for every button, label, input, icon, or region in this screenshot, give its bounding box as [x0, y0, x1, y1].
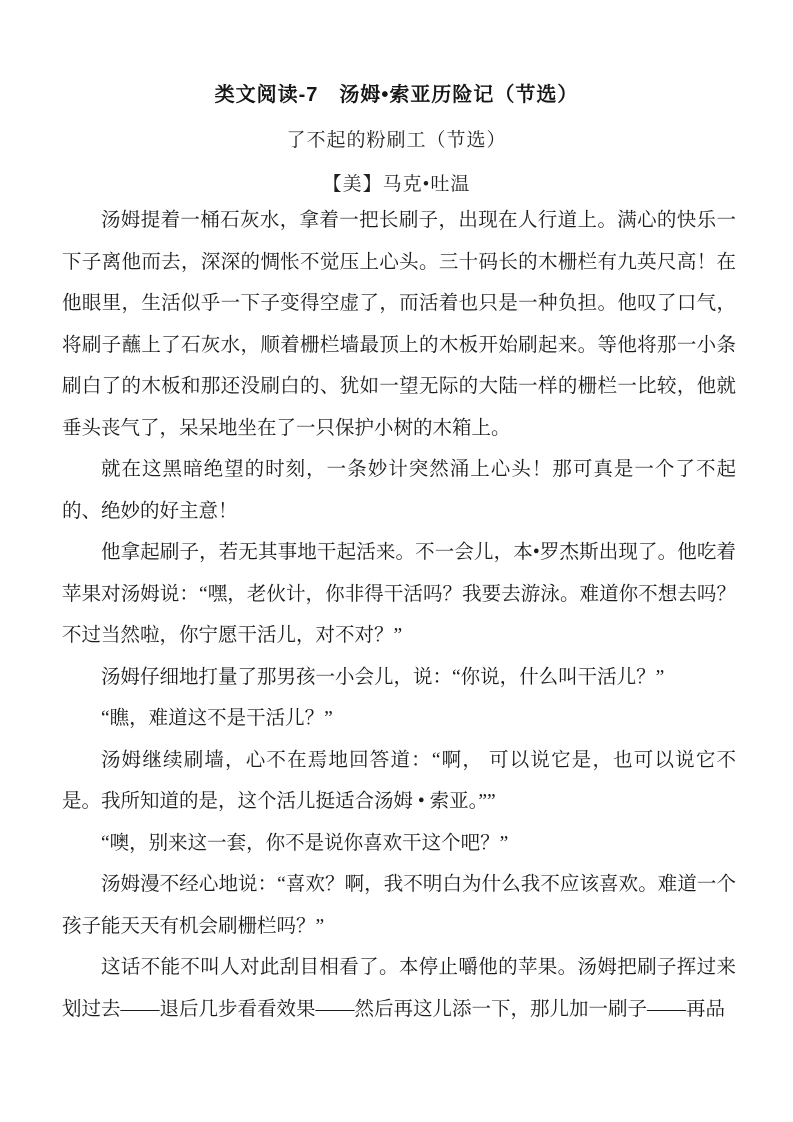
document-subtitle: 了不起的粉刷工（节选） [286, 130, 507, 151]
paragraph: 汤姆仔细地打量了那男孩一小会儿，说：“你说，什么叫干活儿？” [101, 666, 665, 688]
paragraph: 汤姆提着一桶石灰水，拿着一把长刷子，出现在人行道上。满心的快乐一下子离他而去，深深的惆怅不觉压上心头。三十码长的木栅栏有九英尺高！在他眼里，生活似乎一下子变得空虚了，而活着也只是一种负担。他叹了口气，将刷子蘸上了石灰水，顺着栅栏墙最顶上的木板开始刷起来。等他将那一小条刷白了的木板和那还没刷白的、犹如一望无际的大陆一样的栅栏一比较，他就垂头丧气了，呆呆地坐在了一只保护小树的木箱上。 [62, 210, 736, 439]
author-line: 【美】马克•吐温 [322, 174, 471, 195]
paragraph: “噢，别来这一套，你不是说你喜欢干这个吧？” [101, 832, 509, 854]
paragraph: 汤姆漫不经心地说：“喜欢？啊，我不明白为什么我不应该喜欢。难道一个孩子能天天有机会刷栅栏吗？” [62, 874, 736, 937]
paragraph: 就在这黑暗绝望的时刻，一条妙计突然涌上心头！那可真是一个了不起的、绝妙的好主意！ [62, 459, 736, 522]
document-title: 类文阅读-7 汤姆•索亚历险记（节选） [214, 84, 579, 106]
paragraph: 汤姆继续刷墙，心不在焉地回答道：“啊， 可以说它是，也可以说它不是。我所知道的是，这个活儿挺适合汤姆 • 索亚。”” [62, 749, 736, 812]
paragraph: 他拿起刷子，若无其事地干起活来。不一会儿，本•罗杰斯出现了。他吃着苹果对汤姆说：“嘿，老伙计，你非得干活吗？我要去游泳。难道你不想去吗？不过当然啦，你宁愿干活儿，对不对？” [62, 542, 736, 646]
paragraph: 这话不能不叫人对此刮目相看了。本停止嚼他的苹果。汤姆把刷子挥过来划过去——退后几步看看效果——然后再这儿添一下，那儿加一刷子——再品 [62, 957, 736, 1020]
article-body [62, 200, 736, 1030]
paragraph: “瞧，难道这不是干活儿？” [101, 708, 333, 729]
